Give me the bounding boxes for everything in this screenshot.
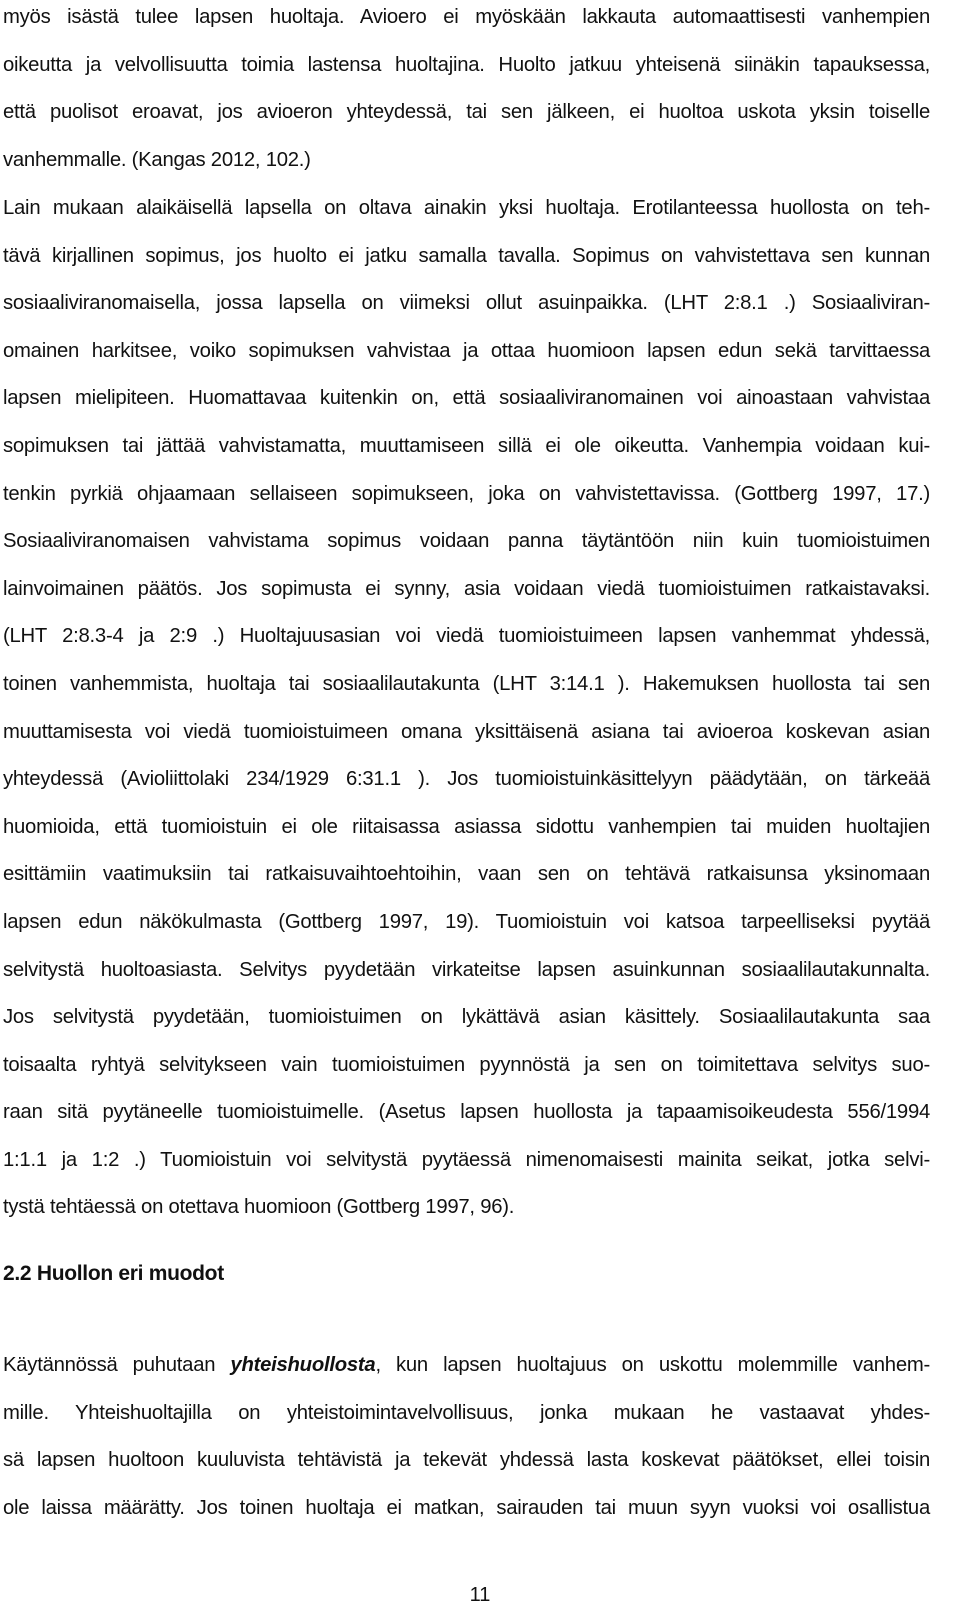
text-line: muuttamisesta voi viedä tuomioistuimeen omana yksittäisenä asiana tai avioeroa koskevan asian bbox=[3, 720, 930, 743]
text-line: huomioida, että tuomioistuin ei ole riitaisassa asiassa sidottu vanhempien tai muiden huoltajien bbox=[3, 815, 930, 838]
text-line: lapsen mielipiteen. Huomattavaa kuitenkin on, että sosiaaliviranomainen voi ainoastaan vahvistaa bbox=[3, 387, 930, 410]
text-line: vanhemmalle. (Kangas 2012, 102.) bbox=[3, 148, 311, 171]
paragraph-custody-agreement bbox=[3, 185, 930, 1232]
paragraph-custody-after-divorce bbox=[3, 0, 930, 184]
text-line bbox=[3, 1342, 930, 1390]
text-line: Sosiaaliviranomaisen vahvistama sopimus voidaan panna täytäntöön niin kuin tuomioistuimen bbox=[3, 530, 930, 553]
text-line: omainen harkitsee, voiko sopimuksen vahvistaa ja ottaa huomioon lapsen edun sekä tarvittaessa bbox=[3, 339, 930, 362]
text-line: sopimuksen tai jättää vahvistamatta, muuttamiseen sillä ei ole oikeutta. Vanhempia voidaan kui- bbox=[3, 434, 930, 457]
text-line: lainvoimainen päätös. Jos sopimusta ei synny, asia voidaan viedä tuomioistuimen ratkaistavaksi. bbox=[3, 577, 930, 600]
text-line: tenkin pyrkiä ohjaamaan sellaiseen sopimukseen, joka on vahvistettavissa. (Gottberg 1997, 17.) bbox=[3, 482, 930, 505]
text-line: toinen vanhemmista, huoltaja tai sosiaalilautakunta (LHT 3:14.1 ). Hakemuksen huollosta tai sen bbox=[3, 672, 930, 695]
text-line: oikeutta ja velvollisuutta toimia lastensa huoltajina. Huolto jatkuu yhteisenä siinäkin tapauksessa, bbox=[3, 53, 930, 76]
text-line: Jos selvitystä pyydetään, tuomioistuimen on lykättävä asian käsittely. Sosiaalilautakunta saa bbox=[3, 1006, 930, 1029]
text-line: toisaalta ryhtyä selvitykseen vain tuomioistuimen pyynnöstä ja sen on toimitettava selvitys suo- bbox=[3, 1053, 930, 1076]
text-fragment: , kun lapsen huoltajuus on uskottu molemmille vanhem- bbox=[375, 1354, 931, 1376]
text-line: esittämiin vaatimuksiin tai ratkaisuvaihtoehtoihin, vaan sen on tehtävä ratkaisunsa yksinomaan bbox=[3, 863, 930, 886]
paragraph-joint-custody bbox=[3, 1342, 930, 1532]
text-line: tystä tehtäessä on otettava huomioon (Gottberg 1997, 96). bbox=[3, 1196, 515, 1219]
text-line: tävä kirjallinen sopimus, jos huolto ei jatku samalla tavalla. Sopimus on vahvistettava sen kunnan bbox=[3, 244, 930, 267]
text-line: että puolisot eroavat, jos avioeron yhteydessä, tai sen jälkeen, ei huoltoa uskota yksin toiselle bbox=[3, 101, 930, 124]
emphasized-term: yhteishuollosta bbox=[230, 1354, 376, 1376]
text-line: yhteydessä (Avioliittolaki 234/1929 6:31.1 ). Jos tuomioistuinkäsittelyyn päädytään, on tärkeää bbox=[3, 768, 930, 791]
page-number: 11 bbox=[469, 1584, 491, 1606]
text-line: Lain mukaan alaikäisellä lapsella on oltava ainakin yksi huoltaja. Erotilanteessa huollosta on teh- bbox=[3, 197, 930, 219]
text-line: 1:1.1 ja 1:2 .) Tuomioistuin voi selvitystä pyytäessä nimenomaisesti mainita seikat, jotka selvi- bbox=[3, 1148, 930, 1171]
text-line: ole laissa määrätty. Jos toinen huoltaja ei matkan, sairauden tai muun syyn vuoksi voi osallistua bbox=[3, 1496, 930, 1519]
text-line: lapsen edun näkökulmasta (Gottberg 1997, 19). Tuomioistuin voi katsoa tarpeelliseksi pyytää bbox=[3, 910, 930, 933]
text-line: raan sitä pyytäneelle tuomioistuimelle. (Asetus lapsen huollosta ja tapaamisoikeudesta 556/1994 bbox=[3, 1101, 930, 1124]
text-line: (LHT 2:8.3-4 ja 2:9 .) Huoltajuusasian voi viedä tuomioistuimeen lapsen vanhemmat yhdessä, bbox=[3, 625, 930, 648]
section-heading: 2.2 Huollon eri muodot bbox=[3, 1262, 224, 1285]
text-line: sä lapsen huoltoon kuuluvista tehtävistä ja tekevät yhdessä lasta koskevat päätökset, ellei toisin bbox=[3, 1449, 930, 1472]
text-line: mille. Yhteishuoltajilla on yhteistoimintavelvollisuus, jonka mukaan he vastaavat yhdes- bbox=[3, 1401, 930, 1424]
text-line: sosiaaliviranomaisella, jossa lapsella on viimeksi ollut asuinpaikka. (LHT 2:8.1 .) Sosiaaliviran- bbox=[3, 292, 930, 315]
text-line: selvitystä huoltoasiasta. Selvitys pyydetään virkateitse lapsen asuinkunnan sosiaalilautakunnalta. bbox=[3, 958, 930, 981]
text-fragment: Käytännössä puhutaan bbox=[3, 1354, 231, 1376]
text-line: myös isästä tulee lapsen huoltaja. Avioero ei myöskään lakkauta automaattisesti vanhempien bbox=[3, 6, 930, 28]
